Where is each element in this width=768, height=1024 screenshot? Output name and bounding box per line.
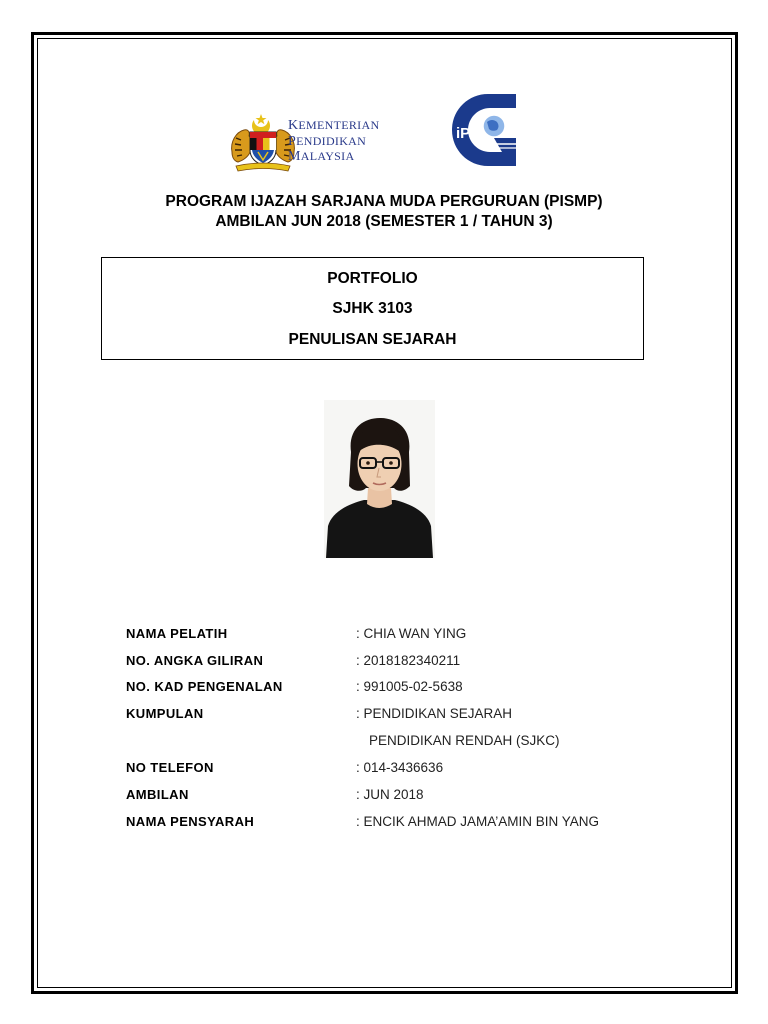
label-nama-pensyarah: NAMA PENSYARAH <box>126 814 255 829</box>
label-nama-pelatih: NAMA PELATIH <box>126 626 228 641</box>
value-nama-pensyarah: : ENCIK AHMAD JAMA’AMIN BIN YANG <box>356 814 600 829</box>
value-angka-giliran: : 2018182340211 <box>356 653 461 668</box>
portfolio-title: PORTFOLIO <box>327 270 418 287</box>
ministry-line-3: MALAYSIA <box>288 149 355 164</box>
label-kad-pengenalan: NO. KAD PENGENALAN <box>126 679 283 694</box>
label-ambilan: AMBILAN <box>126 787 189 802</box>
course-name: PENULISAN SEJARAH <box>288 331 457 348</box>
ipg-logo-icon <box>450 92 520 168</box>
value-kad-pengenalan: : 991005-02-5638 <box>356 679 463 694</box>
ministry-name <box>288 118 379 165</box>
label-no-telefon: NO TELEFON <box>126 760 214 775</box>
student-photo <box>324 400 435 558</box>
value-ambilan: : JUN 2018 <box>356 787 424 802</box>
course-code: SJHK 3103 <box>332 300 413 317</box>
value-kumpulan-2: PENDIDIKAN RENDAH (SJKC) <box>369 733 560 748</box>
ipg-logo-text: iPG <box>456 125 482 142</box>
label-kumpulan: KUMPULAN <box>126 706 204 721</box>
value-no-telefon: : 014-3436636 <box>356 760 444 775</box>
ministry-line-2: PENDIDIKAN <box>288 133 367 149</box>
portfolio-title-box <box>101 257 644 360</box>
program-title-line-1: PROGRAM IJAZAH SARJANA MUDA PERGURUAN (PISMP) <box>165 193 603 210</box>
label-angka-giliran: NO. ANGKA GILIRAN <box>126 653 264 668</box>
value-nama-pelatih: : CHIA WAN YING <box>356 626 467 641</box>
program-title-line-2: AMBILAN JUN 2018 (SEMESTER 1 / TAHUN 3) <box>215 213 553 230</box>
value-kumpulan-1: : PENDIDIKAN SEJARAH <box>356 706 513 721</box>
ministry-line-1: KEMENTERIAN <box>288 118 380 133</box>
